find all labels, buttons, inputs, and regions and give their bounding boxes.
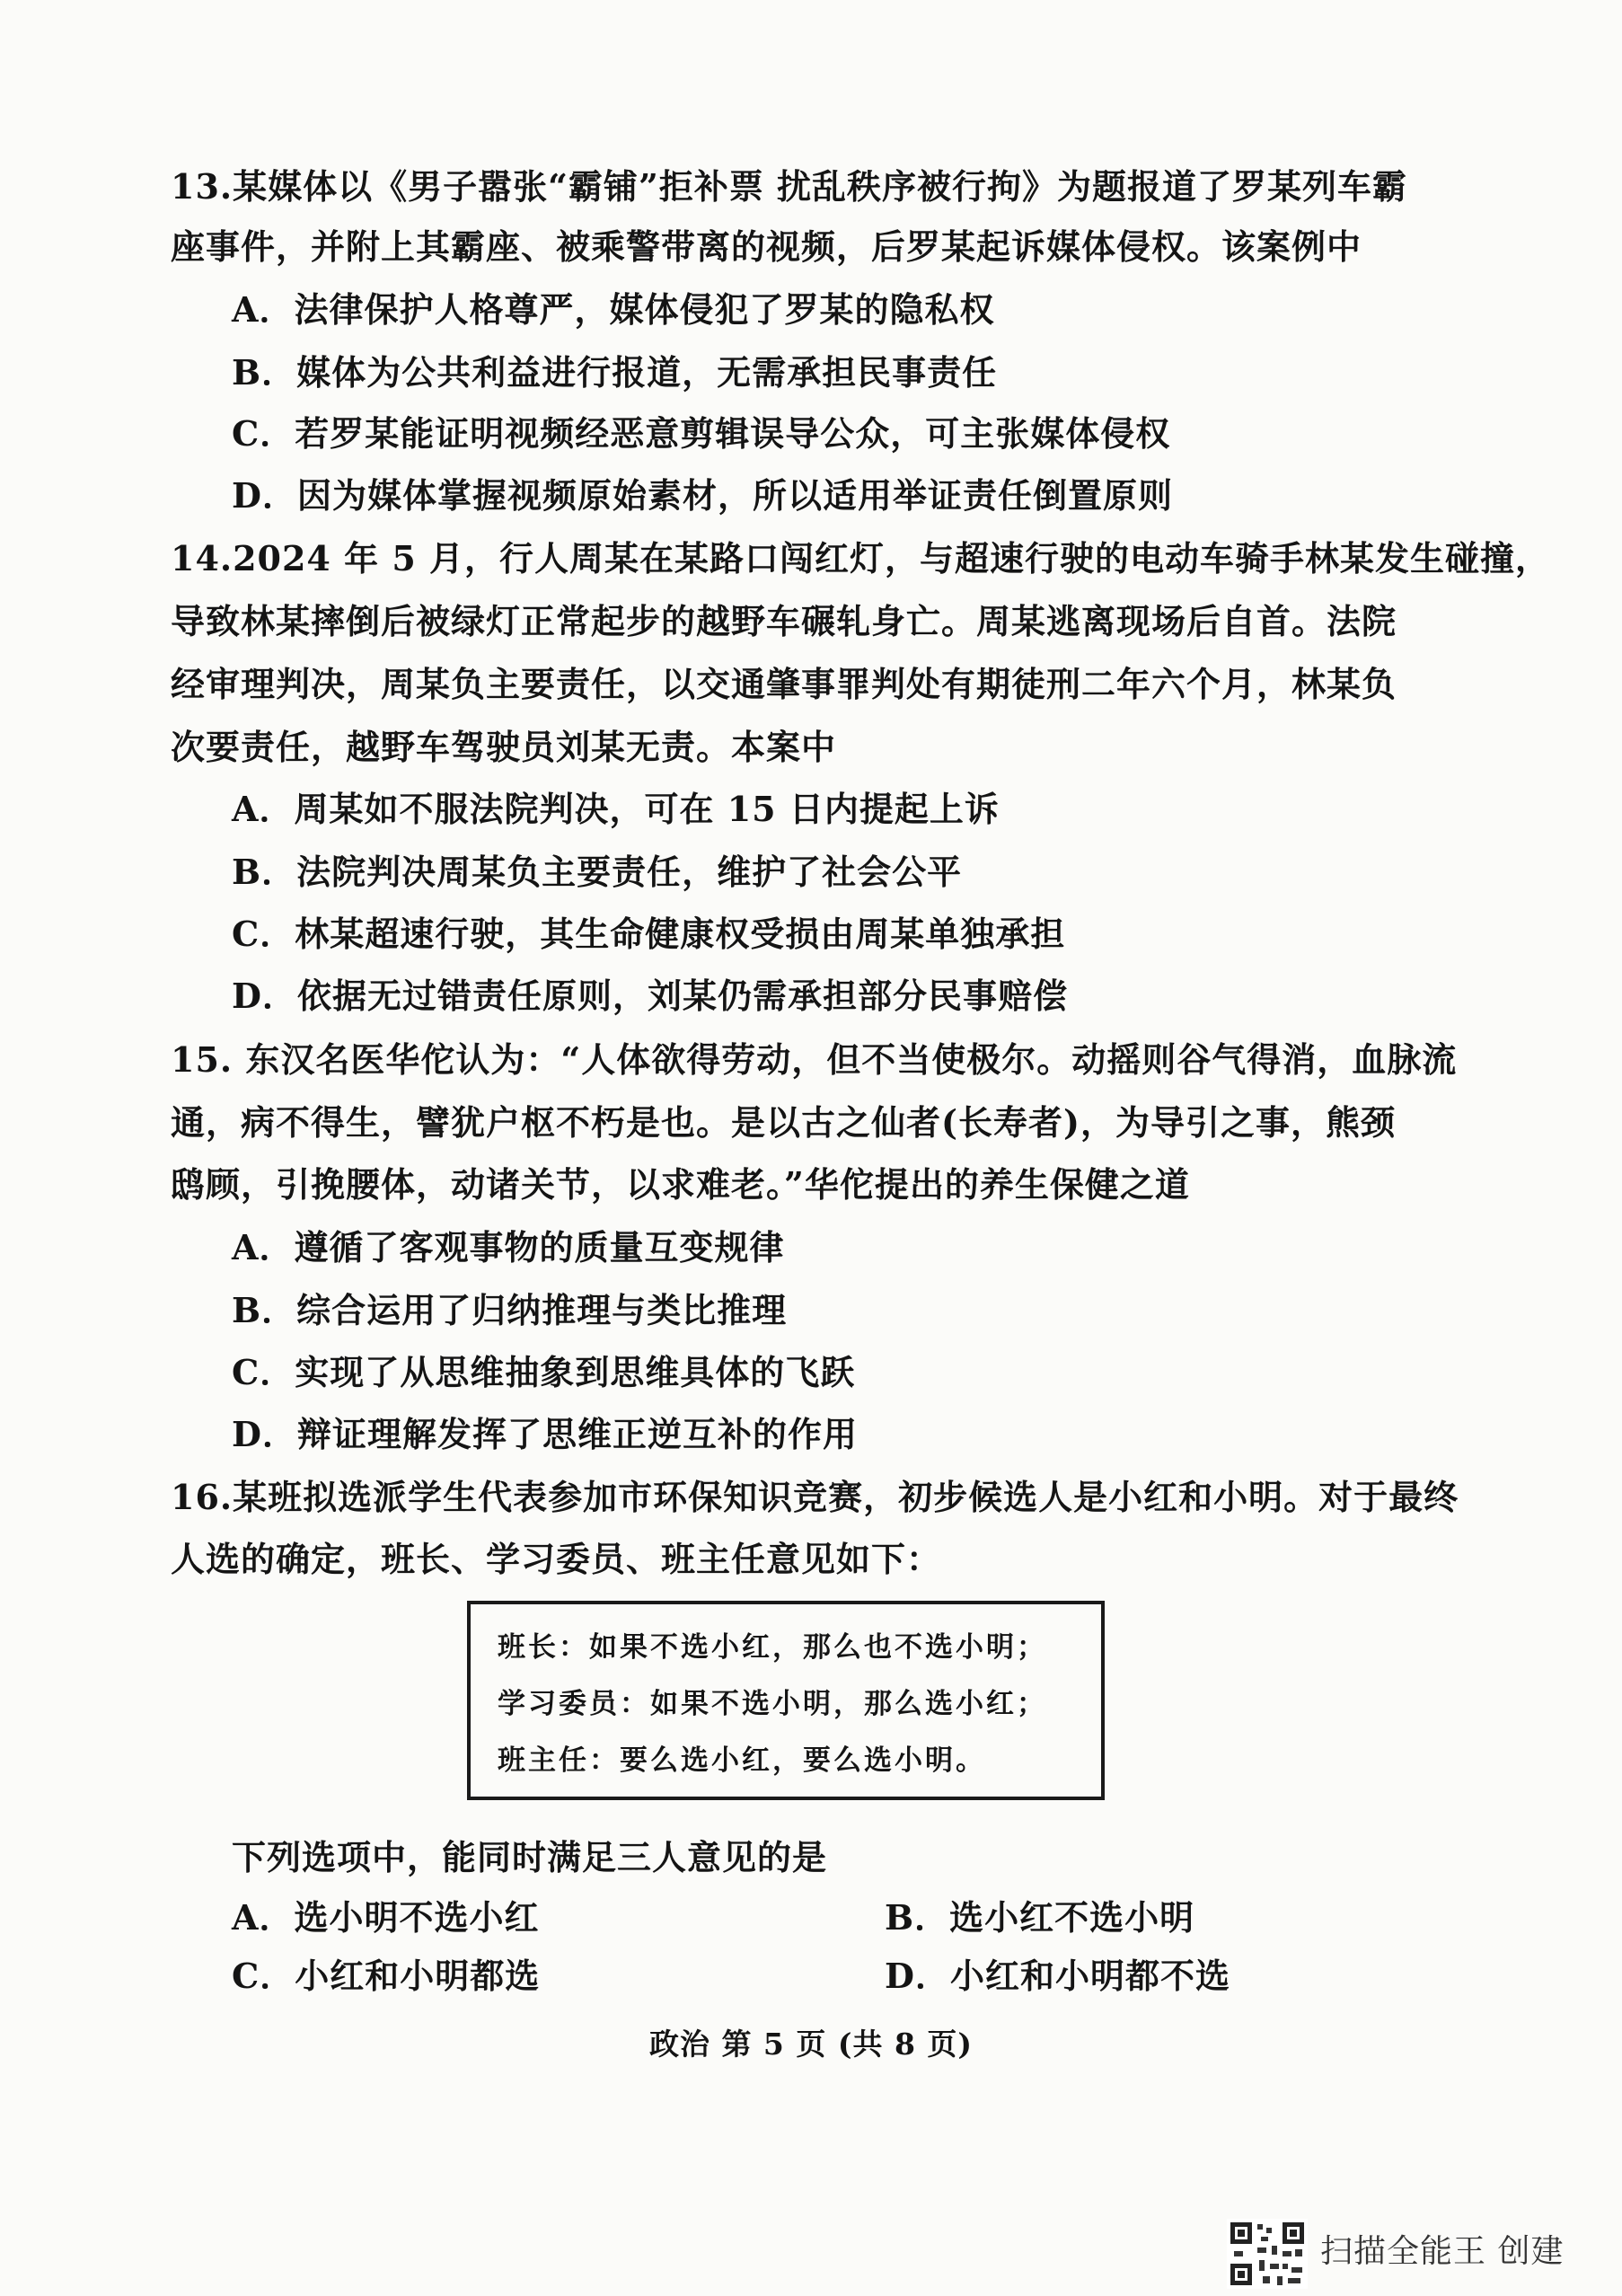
question-14-stem-line: 14.2024 年 5 月，行人周某在某路口闯红灯，与超速行驶的电动车骑手林某发生碰撞，: [171, 538, 1551, 578]
question-14-stem-line: 次要责任，越野车驾驶员刘某无责。本案中: [171, 727, 837, 767]
question-16-stem-line: 人选的确定，班长、学习委员、班主任意见如下：: [171, 1539, 942, 1579]
question-13-stem-line: 座事件，并附上其霸座、被乘警带离的视频，后罗某起诉媒体侵权。该案例中: [171, 226, 1362, 267]
page-footer: 政治 第 5 页 (共 8 页): [648, 2027, 974, 2062]
question-15-stem-line: 通，病不得生，譬犹户枢不朽是也。是以古之仙者(长寿者)，为导引之事，熊颈: [171, 1102, 1396, 1143]
question-16-stem-line: 16.某班拟选派学生代表参加市环保知识竞赛，初步候选人是小红和小明。对于最终: [171, 1477, 1459, 1517]
question-14-option-c: C．林某超速行驶，其生命健康权受损由周某单独承担: [232, 914, 1066, 954]
question-14-option-b: B．法院判决周某负主要责任，维护了社会公平: [232, 852, 963, 892]
question-15-stem-line: 15. 东汉名医华佗认为：“人体欲得劳动，但不当使极尔。动摇则谷气得消，血脉流: [171, 1039, 1458, 1080]
question-13-option-d: D．因为媒体掌握视频原始素材，所以适用举证责任倒置原则: [232, 475, 1173, 516]
question-14-stem-line: 经审理判决，周某负主要责任，以交通肇事罪判处有期徒刑二年六个月，林某负: [171, 664, 1397, 704]
question-14-stem-line: 导致林某摔倒后被绿灯正常起步的越野车碾轧身亡。周某逃离现场后自首。法院: [171, 601, 1397, 641]
opinion-class-monitor: 班长：如果不选小红，那么也不选小明；: [498, 1631, 1047, 1664]
question-16-option-b: B．选小红不选小明: [885, 1897, 1195, 1938]
question-13-option-a: A．法律保护人格尊严，媒体侵犯了罗某的隐私权: [232, 289, 995, 330]
question-16-option-d: D．小红和小明都不选: [885, 1956, 1230, 1996]
question-13-option-b: B．媒体为公共利益进行报道，无需承担民事责任: [232, 352, 998, 393]
question-15-option-c: C．实现了从思维抽象到思维具体的飞跃: [232, 1352, 856, 1392]
question-13-stem-line: 13.某媒体以《男子嚣张“霸铺”拒补票 扰乱秩序被行拘》为题报道了罗某列车霸: [171, 166, 1408, 207]
question-16-option-c: C．小红和小明都选: [232, 1956, 541, 1996]
question-15-stem-line: 鸱顾，引挽腰体，动诸关节，以求难老。”华佗提出的养生保健之道: [171, 1164, 1190, 1205]
question-15-option-b: B．综合运用了归纳推理与类比推理: [232, 1290, 788, 1330]
question-14-option-a: A．周某如不服法院判决，可在 15 日内提起上诉: [232, 789, 1000, 829]
question-15-option-d: D．辩证理解发挥了思维正逆互补的作用: [232, 1414, 858, 1454]
question-15-option-a: A．遵循了客观事物的质量互变规律: [232, 1227, 785, 1267]
opinion-head-teacher: 班主任：要么选小红，要么选小明。: [498, 1744, 986, 1777]
question-16-prompt: 下列选项中，能同时满足三人意见的是: [232, 1837, 828, 1877]
scanner-watermark: 扫描全能王 创建: [1320, 2233, 1565, 2270]
question-13-option-c: C．若罗某能证明视频经恶意剪辑误导公众，可主张媒体侵权: [232, 413, 1171, 454]
opinion-study-committee: 学习委员：如果不选小明，那么选小红；: [498, 1688, 1047, 1720]
question-16-option-a: A．选小明不选小红: [232, 1897, 540, 1938]
question-14-option-d: D．依据无过错责任原则，刘某仍需承担部分民事赔偿: [232, 976, 1068, 1016]
qr-code-icon: [1227, 2219, 1308, 2289]
opinions-box: [467, 1601, 1105, 1800]
